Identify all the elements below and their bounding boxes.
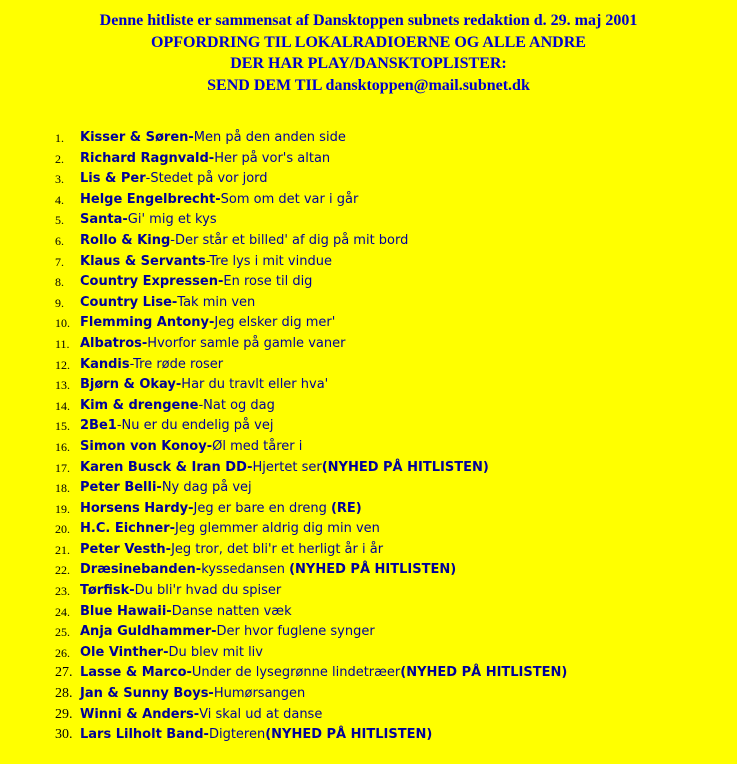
rank-number: 7.: [55, 254, 64, 269]
list-item: [0, 149, 737, 170]
artist-name: Ole Vinther-: [80, 644, 169, 660]
entry-text: [80, 499, 362, 520]
list-item: [0, 313, 737, 334]
hitlist: [0, 128, 737, 746]
list-item: [0, 725, 737, 746]
entry-text: [80, 375, 328, 396]
entry-text: [80, 169, 268, 190]
song-title: Ny dag på vej: [161, 480, 252, 496]
list-item: [0, 643, 737, 664]
list-item: [0, 540, 737, 561]
rank-number: 26.: [55, 645, 70, 660]
rank-number: 16.: [55, 439, 70, 454]
list-item: [0, 252, 737, 273]
rank-number: 17.: [55, 460, 70, 475]
rank-number: 9.: [55, 295, 64, 310]
rank-number: 19.: [55, 501, 70, 516]
entry-text: [80, 231, 408, 252]
rank-number: 23.: [55, 584, 70, 599]
entry-text: [80, 355, 223, 376]
rank-number: 8.: [55, 275, 64, 290]
entry-text: [80, 396, 275, 417]
song-title: En rose til dig: [223, 274, 313, 290]
artist-name: Blue Hawaii-: [80, 603, 172, 619]
song-title: Hjertet ser: [252, 459, 322, 475]
entry-text: [80, 149, 330, 170]
entry-text: [80, 725, 432, 746]
list-item: [0, 210, 737, 231]
artist-name: Lis & Per: [80, 171, 146, 187]
rank-number: 22.: [55, 563, 70, 578]
artist-name: Kisser & Søren-: [80, 130, 194, 145]
artist-name: Country Expressen-: [80, 274, 224, 290]
artist-name: Santa-: [80, 212, 128, 228]
song-title: Tak min ven: [177, 294, 256, 310]
artist-name: Kandis: [80, 356, 130, 372]
artist-name: 2Be1: [80, 418, 117, 434]
rank-number: 21.: [55, 542, 70, 557]
list-item: [0, 128, 737, 149]
entry-text: [80, 416, 273, 437]
entry-text: [80, 458, 489, 479]
entry-text: [80, 643, 263, 664]
song-title: Men på den anden side: [193, 130, 346, 145]
artist-name: Tørfisk-: [80, 583, 135, 599]
artist-name: Richard Ragnvald-: [80, 150, 215, 166]
header-line-date: Denne hitliste er sammensat af Dansktoppen subnets redaktion d. 29. maj 2001: [99, 12, 638, 29]
page-header: [0, 10, 737, 96]
entry-text: [80, 705, 322, 726]
rank-number: 30.: [55, 727, 73, 743]
status-tag: (RE): [330, 500, 362, 516]
list-item: [0, 169, 737, 190]
song-title: Der hvor fuglene synger: [216, 624, 375, 640]
status-tag: (NYHED PÅ HITLISTEN): [400, 665, 568, 681]
rank-number: 18.: [55, 481, 70, 496]
entry-text: [80, 272, 312, 293]
rank-number: 24.: [55, 604, 70, 619]
song-title: Vi skal ud at danse: [199, 706, 323, 722]
list-item: [0, 334, 737, 355]
entry-text: [80, 519, 380, 540]
song-title: Øl med tårer i: [212, 438, 303, 454]
entry-text: [80, 313, 335, 334]
list-item: [0, 458, 737, 479]
song-title: Du bli'r hvad du spiser: [134, 583, 282, 599]
entry-text: [80, 684, 305, 705]
artist-name: Karen Busck & Iran DD-: [80, 459, 253, 475]
artist-name: H.C. Eichner-: [80, 521, 175, 537]
artist-name: Dræsinebanden-: [80, 562, 202, 578]
song-title: Digteren: [208, 727, 266, 743]
artist-name: Horsens Hardy-: [80, 500, 194, 516]
list-item: [0, 519, 737, 540]
entry-text: [80, 581, 281, 602]
song-title: -Der står et billed' af dig på mit bord: [170, 232, 409, 248]
rank-number: 4.: [55, 192, 64, 207]
entry-text: [80, 252, 332, 273]
list-item: [0, 231, 737, 252]
song-title: Har du travlt eller hva': [181, 377, 329, 393]
header-line-email: SEND DEM TIL dansktoppen@mail.subnet.dk: [207, 76, 530, 94]
artist-name: Klaus & Servants: [80, 253, 206, 269]
artist-name: Peter Vesth-: [80, 541, 172, 557]
entry-text: [80, 437, 302, 458]
artist-name: Peter Belli-: [80, 480, 162, 496]
rank-number: 14.: [55, 398, 70, 413]
artist-name: Country Lise-: [80, 294, 178, 310]
entry-text: [80, 622, 375, 643]
rank-number: 13.: [55, 378, 70, 393]
song-title: Under de lysegrønne lindetræer: [191, 665, 401, 681]
list-item: [0, 272, 737, 293]
entry-text: [80, 128, 346, 149]
list-item: [0, 437, 737, 458]
entry-text: [80, 602, 292, 623]
song-title: Jeg tror, det bli'r et herligt år i år: [171, 541, 384, 557]
song-title: -Stedet på vor jord: [145, 171, 268, 187]
list-item: [0, 499, 737, 520]
rank-number: 15.: [55, 419, 70, 434]
artist-name: Jan & Sunny Boys-: [80, 686, 214, 702]
entry-text: [80, 293, 255, 314]
artist-name: Flemming Antony-: [80, 315, 215, 331]
song-title: -Tre lys i mit vindue: [205, 253, 332, 269]
list-item: [0, 602, 737, 623]
header-line-appeal: OPFORDRING TIL LOKALRADIOERNE OG ALLE ANDRE: [151, 33, 586, 51]
list-item: [0, 622, 737, 643]
list-item: [0, 478, 737, 499]
rank-number: 10.: [55, 316, 70, 331]
list-item: [0, 375, 737, 396]
list-item: [0, 705, 737, 726]
song-title: Her på vor's altan: [214, 150, 331, 166]
artist-name: Albatros-: [80, 335, 148, 351]
rank-number: 2.: [55, 151, 64, 166]
artist-name: Lars Lilholt Band-: [80, 727, 209, 743]
artist-name: Bjørn & Okay-: [80, 377, 182, 393]
header-line-playlists: DER HAR PLAY/DANSKTOPLISTER:: [230, 55, 507, 72]
song-title: -Nat og dag: [198, 397, 275, 413]
list-item: [0, 416, 737, 437]
song-title: Jeg glemmer aldrig dig min ven: [175, 521, 380, 537]
list-item: [0, 560, 737, 581]
list-item: [0, 684, 737, 705]
artist-name: Helge Engelbrecht-: [80, 191, 221, 207]
rank-number: 25.: [55, 625, 70, 640]
artist-name: Anja Guldhammer-: [80, 624, 217, 640]
rank-number: 20.: [55, 522, 70, 537]
song-title: Som om det var i går: [220, 191, 359, 207]
list-item: [0, 293, 737, 314]
artist-name: Simon von Konoy-: [80, 438, 213, 454]
rank-number: 6.: [55, 233, 64, 248]
rank-number: 12.: [55, 357, 70, 372]
list-item: [0, 663, 737, 684]
status-tag: (NYHED PÅ HITLISTEN): [289, 562, 457, 578]
song-title: Danse natten væk: [171, 603, 292, 619]
entry-text: [80, 334, 345, 355]
status-tag: (NYHED PÅ HITLISTEN): [321, 459, 489, 475]
song-title: -Nu er du endelig på vej: [116, 418, 274, 434]
rank-number: 1.: [55, 131, 64, 145]
song-title: Du blev mit liv: [168, 644, 263, 660]
artist-name: Winni & Anders-: [80, 706, 200, 722]
entry-text: [80, 478, 252, 499]
rank-number: 29.: [55, 706, 73, 722]
rank-number: 27.: [55, 665, 73, 681]
list-item: [0, 355, 737, 376]
song-title: Humørsangen: [213, 686, 306, 702]
entry-text: [80, 663, 567, 684]
rank-number: 28.: [55, 686, 73, 702]
entry-text: [80, 560, 456, 581]
list-item: [0, 396, 737, 417]
rank-number: 3.: [55, 172, 64, 187]
song-title: Gi' mig et kys: [127, 212, 217, 228]
rank-number: 11.: [55, 336, 70, 351]
list-item: [0, 581, 737, 602]
entry-text: [80, 210, 217, 231]
artist-name: Rollo & King: [80, 232, 171, 248]
list-item: [0, 190, 737, 211]
entry-text: [80, 190, 358, 211]
rank-number: 5.: [55, 213, 64, 228]
song-title: Hvorfor samle på gamle vaner: [147, 335, 346, 351]
song-title: kyssedansen: [201, 562, 290, 578]
artist-name: Kim & drengene: [80, 397, 199, 413]
song-title: -Tre røde roser: [129, 356, 224, 372]
entry-text: [80, 540, 383, 561]
status-tag: (NYHED PÅ HITLISTEN): [265, 727, 433, 743]
song-title: Jeg er bare en dreng: [193, 500, 331, 516]
song-title: Jeg elsker dig mer': [214, 315, 336, 331]
artist-name: Lasse & Marco-: [80, 665, 192, 681]
